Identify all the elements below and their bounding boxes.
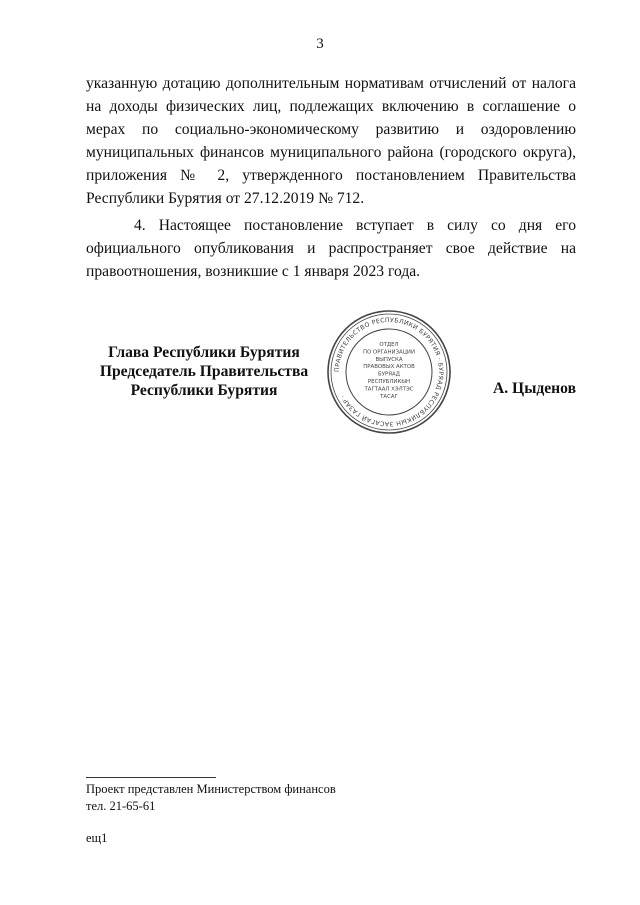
paragraph-item-4: 4. Настоящее постановление вступает в силу со дня его официального опубликования и распространяет свое действие на правоотношения, возникшие с 1 января 2023 года. bbox=[86, 217, 576, 280]
official-seal bbox=[325, 308, 453, 436]
seal-ring-text: ПРАВИТЕЛЬСТВО РЕСПУБЛИКИ БУРЯТИЯ · БУРЯАД РЕСПУБЛИКЫН ЗАСАГАЙ ГАЗАР · bbox=[333, 316, 445, 428]
seal-center-line: ПО ОРГАНИЗАЦИИ bbox=[363, 349, 415, 356]
seal-center-line: ОТДЕЛ bbox=[379, 342, 399, 348]
footer-note-line1: Проект представлен Министерством финансов bbox=[86, 782, 336, 796]
footer-note-line2: тел. 21-65-61 bbox=[86, 799, 156, 813]
seal-icon bbox=[325, 308, 453, 436]
seal-center-line: ВЫПУСКА bbox=[375, 356, 403, 363]
signatory-title-line1: Глава Республики Бурятия bbox=[108, 344, 300, 361]
paragraph-continued: указанную дотацию дополнительным нормативам отчислений от налога на доходы физических лиц, подлежащих включению в соглашение о мерах по социально-экономическому развитию и оздоровлению муниципальных финансов муниципального района (городского округа), приложения № 2, утвержденного постановлением Правительства Республики Бурятия от 27.12.2019 № 712. bbox=[86, 75, 576, 207]
seal-center-line: ПРАВОВЫХ АКТОВ bbox=[363, 364, 415, 371]
signatory-title bbox=[86, 343, 322, 400]
seal-center-line: БУРЯАД bbox=[378, 371, 400, 378]
footer-note bbox=[86, 781, 336, 815]
page-number: 3 bbox=[316, 36, 324, 52]
seal-center-line: ТАСАГ bbox=[380, 393, 398, 400]
signatory-title-line3: Республики Бурятия bbox=[130, 382, 278, 399]
signer-name: А. Цыденов bbox=[493, 380, 576, 397]
signatory-title-line2: Председатель Правительства bbox=[99, 363, 309, 380]
seal-center-line: ТАГТААЛ ХЭЛТЭС bbox=[364, 386, 414, 393]
footer-code: ещ1 bbox=[86, 831, 108, 845]
seal-center-line: РЕСПУБЛИКЫН bbox=[367, 379, 411, 385]
footer-divider bbox=[86, 777, 216, 778]
